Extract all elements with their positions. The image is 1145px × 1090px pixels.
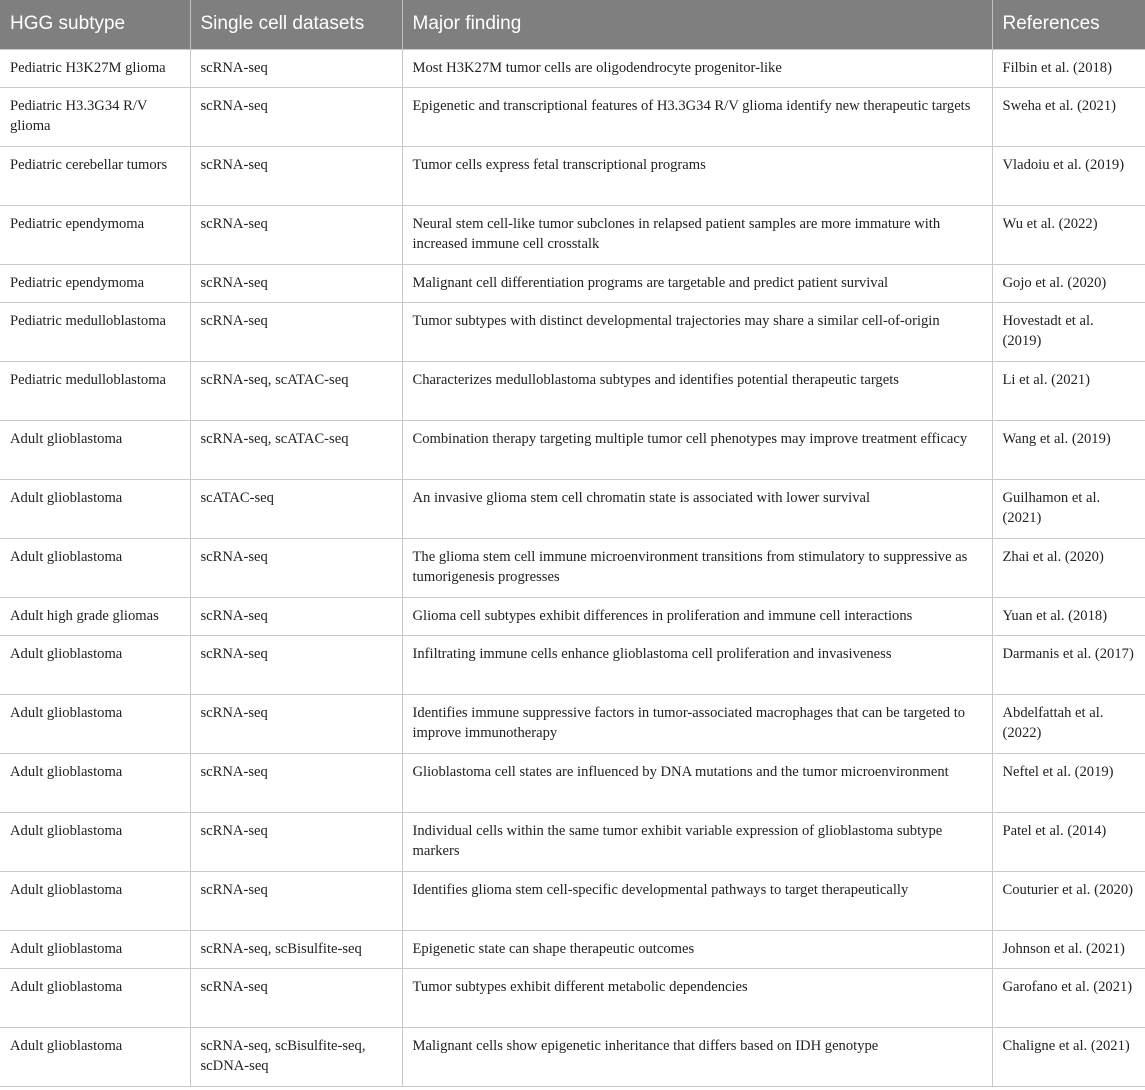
header-major-finding: Major finding [402,0,992,49]
cell-reference: Gojo et al. (2020) [992,264,1145,302]
table-row [0,205,1145,264]
cell-hgg-subtype: Adult glioblastoma [0,1027,190,1086]
table-row [0,49,1145,87]
table-row [0,479,1145,538]
cell-major-finding: Identifies immune suppressive factors in tumor-associated macrophages that can be targeted to improve immunotherapy [402,694,992,753]
cell-datasets: scRNA-seq [190,694,402,753]
cell-major-finding: Individual cells within the same tumor exhibit variable expression of glioblastoma subtype markers [402,812,992,871]
table-row [0,930,1145,968]
cell-datasets: scRNA-seq [190,146,402,205]
cell-hgg-subtype: Adult high grade gliomas [0,597,190,635]
cell-reference: Filbin et al. (2018) [992,49,1145,87]
cell-reference: Neftel et al. (2019) [992,753,1145,812]
header-hgg-subtype: HGG subtype [0,0,190,49]
cell-datasets: scRNA-seq, scATAC-seq [190,420,402,479]
table-row [0,146,1145,205]
cell-datasets: scRNA-seq [190,49,402,87]
header-row [0,0,1145,49]
cell-reference: Vladoiu et al. (2019) [992,146,1145,205]
cell-datasets: scRNA-seq, scBisulfite-seq [190,930,402,968]
cell-major-finding: Infiltrating immune cells enhance glioblastoma cell proliferation and invasiveness [402,635,992,694]
cell-major-finding: Combination therapy targeting multiple tumor cell phenotypes may improve treatment efficacy [402,420,992,479]
table-row [0,87,1145,146]
cell-reference: Patel et al. (2014) [992,812,1145,871]
cell-reference: Hovestadt et al. (2019) [992,302,1145,361]
cell-datasets: scRNA-seq [190,635,402,694]
cell-hgg-subtype: Adult glioblastoma [0,479,190,538]
cell-hgg-subtype: Adult glioblastoma [0,694,190,753]
cell-datasets: scRNA-seq [190,753,402,812]
cell-reference: Chaligne et al. (2021) [992,1027,1145,1086]
cell-datasets: scRNA-seq [190,597,402,635]
cell-major-finding: Glioma cell subtypes exhibit differences in proliferation and immune cell interactions [402,597,992,635]
cell-reference: Li et al. (2021) [992,361,1145,420]
cell-major-finding: The glioma stem cell immune microenvironment transitions from stimulatory to suppressive as tumorigenesis progresses [402,538,992,597]
cell-reference: Wang et al. (2019) [992,420,1145,479]
cell-hgg-subtype: Adult glioblastoma [0,812,190,871]
cell-hgg-subtype: Adult glioblastoma [0,753,190,812]
cell-major-finding: Tumor subtypes with distinct developmental trajectories may share a similar cell-of-origin [402,302,992,361]
header-single-cell-datasets: Single cell datasets [190,0,402,49]
cell-datasets: scRNA-seq [190,87,402,146]
table-row [0,635,1145,694]
cell-reference: Sweha et al. (2021) [992,87,1145,146]
cell-hgg-subtype: Pediatric medulloblastoma [0,361,190,420]
table-row [0,361,1145,420]
cell-reference: Johnson et al. (2021) [992,930,1145,968]
table-row [0,753,1145,812]
cell-datasets: scRNA-seq [190,538,402,597]
table-row [0,420,1145,479]
cell-reference: Zhai et al. (2020) [992,538,1145,597]
cell-datasets: scRNA-seq, scATAC-seq [190,361,402,420]
table-row [0,694,1145,753]
cell-reference: Guilhamon et al. (2021) [992,479,1145,538]
cell-hgg-subtype: Adult glioblastoma [0,538,190,597]
cell-reference: Couturier et al. (2020) [992,871,1145,930]
cell-major-finding: Tumor cells express fetal transcriptional programs [402,146,992,205]
cell-datasets: scRNA-seq [190,871,402,930]
table-header [0,0,1145,49]
table-row [0,812,1145,871]
cell-datasets: scRNA-seq [190,205,402,264]
cell-reference: Darmanis et al. (2017) [992,635,1145,694]
cell-hgg-subtype: Adult glioblastoma [0,635,190,694]
cell-hgg-subtype: Pediatric H3.3G34 R/V glioma [0,87,190,146]
header-references: References [992,0,1145,49]
cell-datasets: scRNA-seq [190,812,402,871]
cell-major-finding: Malignant cell differentiation programs are targetable and predict patient survival [402,264,992,302]
cell-major-finding: Characterizes medulloblastoma subtypes and identifies potential therapeutic targets [402,361,992,420]
table-body [0,49,1145,1086]
cell-hgg-subtype: Adult glioblastoma [0,930,190,968]
table-row [0,264,1145,302]
table-row [0,302,1145,361]
cell-hgg-subtype: Pediatric medulloblastoma [0,302,190,361]
table-row [0,597,1145,635]
cell-datasets: scRNA-seq, scBisulfite-seq, scDNA-seq [190,1027,402,1086]
cell-reference: Garofano et al. (2021) [992,968,1145,1027]
cell-datasets: scRNA-seq [190,302,402,361]
cell-major-finding: Malignant cells show epigenetic inheritance that differs based on IDH genotype [402,1027,992,1086]
cell-reference: Wu et al. (2022) [992,205,1145,264]
cell-major-finding: Tumor subtypes exhibit different metabolic dependencies [402,968,992,1027]
table-row [0,968,1145,1027]
cell-datasets: scRNA-seq [190,264,402,302]
cell-reference: Yuan et al. (2018) [992,597,1145,635]
cell-hgg-subtype: Adult glioblastoma [0,871,190,930]
table-row [0,871,1145,930]
cell-major-finding: Epigenetic and transcriptional features of H3.3G34 R/V glioma identify new therapeutic targets [402,87,992,146]
cell-major-finding: Epigenetic state can shape therapeutic outcomes [402,930,992,968]
cell-hgg-subtype: Pediatric H3K27M glioma [0,49,190,87]
cell-hgg-subtype: Adult glioblastoma [0,968,190,1027]
cell-major-finding: Glioblastoma cell states are influenced by DNA mutations and the tumor microenvironment [402,753,992,812]
cell-hgg-subtype: Pediatric cerebellar tumors [0,146,190,205]
cell-major-finding: Most H3K27M tumor cells are oligodendrocyte progenitor-like [402,49,992,87]
cell-hgg-subtype: Pediatric ependymoma [0,264,190,302]
cell-hgg-subtype: Pediatric ependymoma [0,205,190,264]
table-row [0,1027,1145,1086]
cell-major-finding: An invasive glioma stem cell chromatin state is associated with lower survival [402,479,992,538]
table-row [0,538,1145,597]
cell-hgg-subtype: Adult glioblastoma [0,420,190,479]
cell-major-finding: Identifies glioma stem cell-specific developmental pathways to target therapeutically [402,871,992,930]
cell-major-finding: Neural stem cell-like tumor subclones in relapsed patient samples are more immature with increased immune cell crosstalk [402,205,992,264]
cell-reference: Abdelfattah et al. (2022) [992,694,1145,753]
cell-datasets: scATAC-seq [190,479,402,538]
cell-datasets: scRNA-seq [190,968,402,1027]
